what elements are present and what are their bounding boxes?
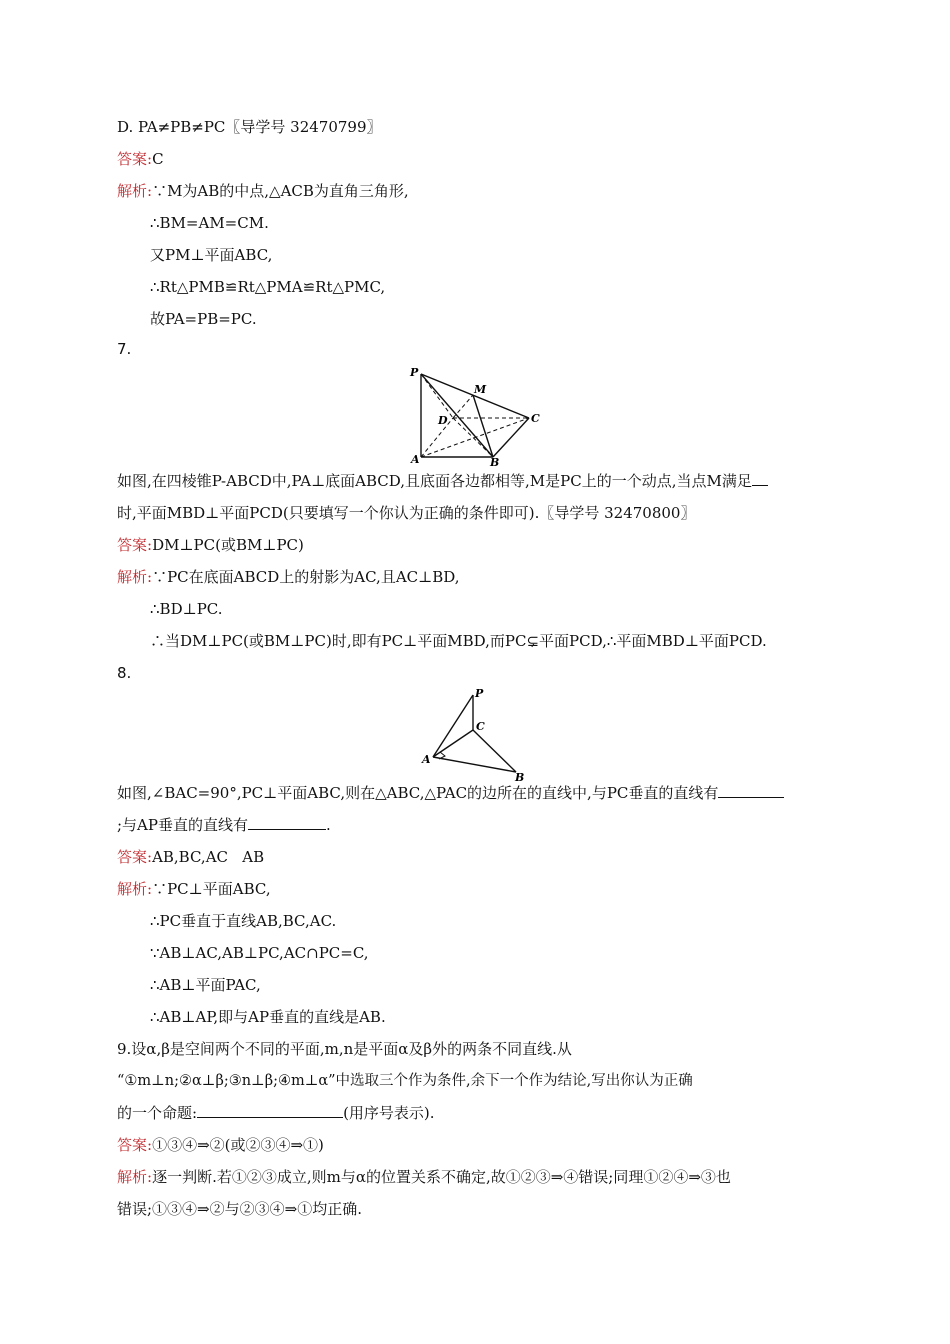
answer-blank — [752, 471, 768, 486]
q7-question-line — [117, 471, 768, 491]
vertex-label-c: C — [531, 412, 540, 425]
q9-analysis-row — [117, 1167, 731, 1187]
q6-analysis-line: ∴Rt△PMB≌Rt△PMA≌Rt△PMC, — [150, 278, 386, 296]
answer-label: 答案: — [117, 536, 153, 554]
question-number: 7. — [117, 340, 132, 358]
q9-answer-row — [117, 1135, 324, 1155]
q9-analysis-line-2: 错误;①③④⇒②与②③④⇒①均正确. — [117, 1200, 362, 1218]
answer-label: 答案: — [117, 150, 153, 168]
answer-blank — [197, 1103, 343, 1118]
q8-answer: AB,BC,AC AB — [152, 848, 265, 866]
q8-question-text: . — [325, 816, 331, 834]
answer-blank — [718, 783, 784, 798]
q8-question-line-2 — [117, 815, 331, 835]
analysis-label: 解析: — [117, 1168, 153, 1186]
answer-label: 答案: — [117, 848, 153, 866]
q6-analysis-line: 又PM⊥平面ABC, — [150, 246, 273, 264]
q6-answer: C — [152, 150, 164, 168]
q8-question-text: ;与AP垂直的直线有 — [117, 816, 248, 834]
q7-analysis-row — [117, 567, 460, 587]
vertex-label-m: M — [474, 383, 487, 396]
analysis-label: 解析: — [117, 568, 153, 586]
q8-analysis-line: ∴PC垂直于直线AB,BC,AC. — [150, 912, 337, 930]
q8-question-text: 如图,∠BAC=90°,PC⊥平面ABC,则在△ABC,△PAC的边所在的直线中,与PC垂直的直线有 — [117, 784, 719, 802]
q7-pyramid-figure — [405, 362, 550, 467]
answer-label: 答案: — [117, 1136, 153, 1154]
q9-question-line: 9.设α,β是空间两个不同的平面,m,n是平面α及β外的两条不同直线.从 — [117, 1040, 572, 1058]
analysis-label: 解析: — [117, 880, 153, 898]
q7-question-line-2: 时,平面MBD⊥平面PCD(只要填写一个你认为正确的条件即可).〖导学号 32470800〗 — [117, 504, 696, 522]
q8-analysis-line: ∴AB⊥AP,即与AP垂直的直线是AB. — [150, 1008, 386, 1026]
vertex-label-b: B — [515, 771, 525, 783]
q6-analysis-row — [117, 181, 409, 201]
vertex-label-c: C — [476, 720, 485, 733]
q8-analysis-line: ∵AB⊥AC,AB⊥PC,AC∩PC=C, — [150, 944, 369, 962]
vertex-label-d: D — [438, 414, 448, 427]
q6-analysis-line: ∴BM=AM=CM. — [150, 214, 269, 232]
vertex-label-p: P — [475, 687, 484, 700]
q7-analysis-line: ∵PC在底面ABCD上的射影为AC,且AC⊥BD, — [152, 568, 460, 586]
q9-question-line-2: “①m⊥n;②α⊥β;③n⊥β;④m⊥α”中选取三个作为条件,余下一个作为结论,写出你认为正确 — [117, 1073, 693, 1089]
analysis-label: 解析: — [117, 182, 153, 200]
q7-question-text: 如图,在四棱锥P-ABCD中,PA⊥底面ABCD,且底面各边都相等,M是PC上的一个动点,当点M满足 — [117, 472, 752, 490]
q6-option-d: D. PA≠PB≠PC〖导学号 32470799〗 — [117, 118, 382, 136]
vertex-label-b: B — [490, 456, 500, 467]
answer-blank — [248, 815, 326, 830]
q9-question-text: 的一个命题: — [117, 1104, 198, 1122]
q6-answer-row — [117, 149, 164, 169]
vertex-label-a: A — [411, 453, 420, 466]
q7-analysis-line: ∴当DM⊥PC(或BM⊥PC)时,即有PC⊥平面MBD,而PC⊊平面PCD,∴平面MBD⊥平面PCD. — [150, 632, 767, 650]
q9-question-line-3 — [117, 1103, 435, 1123]
q8-analysis-row — [117, 879, 271, 899]
q6-analysis-line: ∵M为AB的中点,△ACB为直角三角形, — [152, 182, 409, 200]
q8-analysis-line: ∴AB⊥平面PAC, — [150, 976, 261, 994]
vertex-label-a: A — [422, 753, 431, 766]
q9-question-text: (用序号表示). — [343, 1104, 435, 1122]
q7-answer: DM⊥PC(或BM⊥PC) — [152, 536, 304, 554]
q8-question-line — [117, 783, 784, 803]
q8-answer-row — [117, 847, 264, 867]
q8-analysis-line: ∵PC⊥平面ABC, — [152, 880, 271, 898]
q8-tetrahedron-figure — [418, 685, 533, 783]
q6-analysis-line: 故PA=PB=PC. — [150, 310, 257, 328]
q7-analysis-line: ∴BD⊥PC. — [150, 600, 223, 618]
question-number: 8. — [117, 664, 132, 682]
q7-answer-row — [117, 535, 304, 555]
vertex-label-p: P — [410, 366, 419, 379]
q9-analysis-line: 逐一判断.若①②③成立,则m与α的位置关系不确定,故①②③⇒④错误;同理①②④⇒③也 — [152, 1168, 731, 1186]
q9-answer: ①③④⇒②(或②③④⇒①) — [152, 1136, 324, 1154]
